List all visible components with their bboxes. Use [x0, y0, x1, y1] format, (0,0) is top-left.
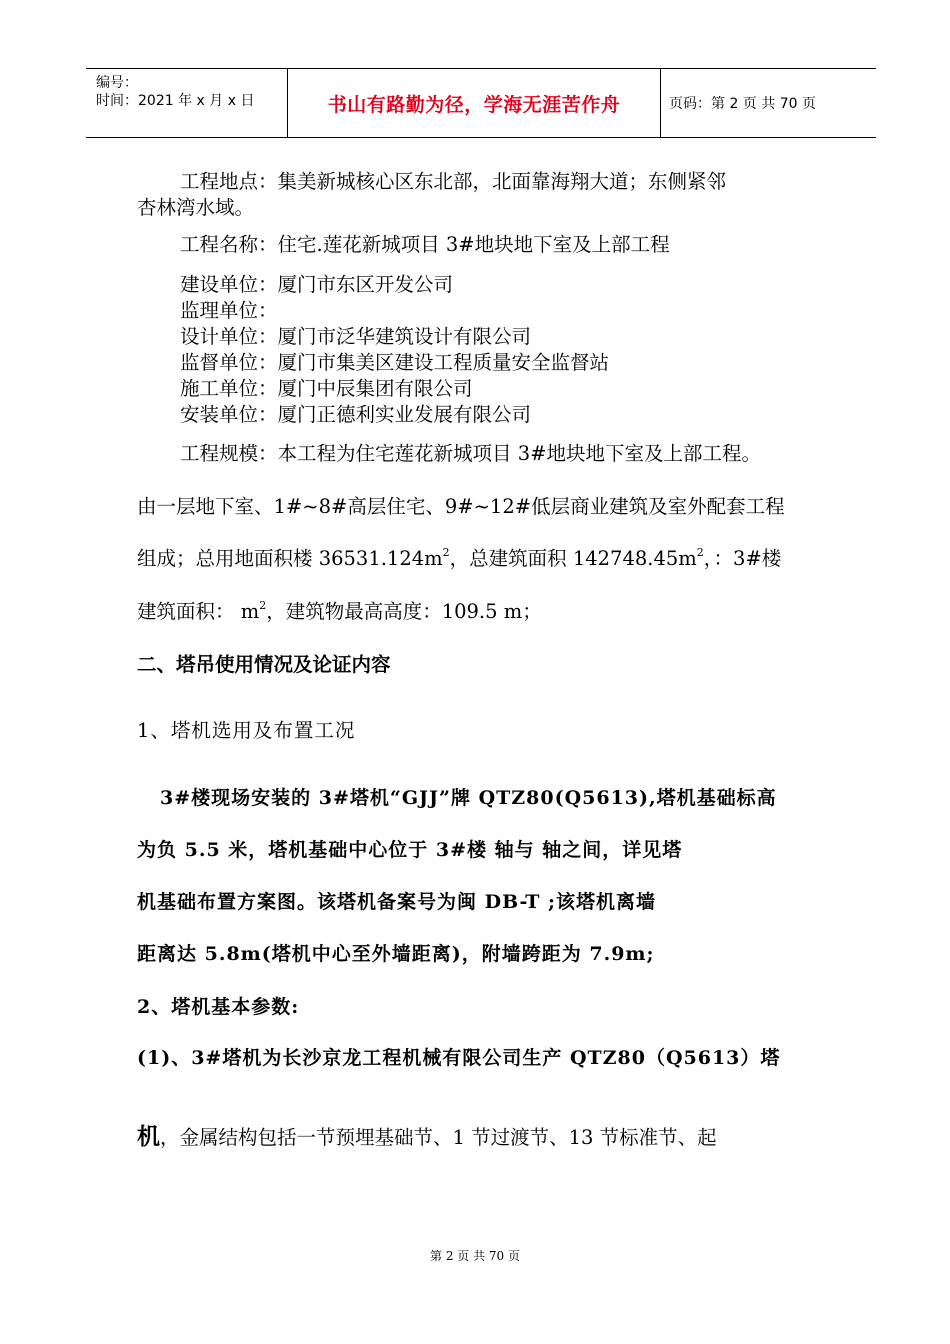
header-meta-cell — [86, 69, 286, 137]
body-paragraph-line: 机，金属结构包括一节预埋基础节、1 节过渡节、13 节标准节、起 — [137, 1123, 717, 1150]
subsection-title: 1、塔机选用及布置工况 — [137, 719, 356, 742]
body-line: 工程名称：住宅.莲花新城项目 3#地块地下室及上部工程 — [180, 233, 670, 256]
body-paragraph-line: 机基础布置方案图。该塔机备案号为闽 DB-T ;该塔机离墙 — [137, 891, 657, 913]
subsection-title: 2、塔机基本参数: — [137, 996, 300, 1018]
body-line: 安装单位：厦门正德利实业发展有限公司 — [180, 403, 532, 426]
body-line: 监理单位： — [180, 299, 278, 322]
body-line: 杏林湾水域。 — [137, 196, 255, 219]
body-paragraph-line: 3#楼现场安装的 3#塔机“GJJ”牌 QTZ80(Q5613),塔机基础标高 — [160, 787, 777, 809]
header-motto: 书山有路勤为径，学海无涯苦作舟 — [327, 93, 621, 116]
body-line: 组成；总用地面积楼 $36531.124m^2$，总建筑面积 $142748.45m^2$，：3#楼 — [137, 545, 782, 570]
body-line: 由一层地下室、1#~8#高层住宅、9#~12#低层商业建筑及室外配套工程 — [137, 495, 785, 518]
body-line: 工程规模：本工程为住宅莲花新城项目 3#地块地下室及上部工程。 — [180, 442, 761, 465]
header-page-info: 页码：第 2 页 共 70 页 — [669, 96, 816, 112]
page-header — [86, 68, 876, 138]
body-paragraph-line: (1)、3#塔机为长沙京龙工程机械有限公司生产 QTZ80（Q5613）塔 — [137, 1047, 781, 1069]
page-footer: 第 2 页 共 70 页 — [430, 1249, 520, 1263]
body-paragraph-line: 为负 5.5 米，塔机基础中心位于 3#楼 轴与 轴之间，详见塔 — [137, 839, 683, 861]
body-line: 设计单位：厦门市泛华建筑设计有限公司 — [180, 325, 532, 348]
body-line: 建设单位：厦门市东区开发公司 — [180, 273, 454, 296]
number-label: 编号： — [96, 75, 138, 91]
time-label: 时间：2021 年 x 月 x 日 — [96, 93, 255, 109]
body-line: 监督单位：厦门市集美区建设工程质量安全监督站 — [180, 351, 610, 374]
body-paragraph-line: 距离达 5.8m(塔机中心至外墙距离)，附墙跨距为 7.9m; — [137, 943, 655, 965]
body-line: 工程地点：集美新城核心区东北部，北面靠海翔大道；东侧紧邻 — [180, 170, 727, 193]
body-line: 建筑面积： $m^2$，建筑物最高高度：109.5 m； — [137, 598, 542, 623]
section-title: 二、塔吊使用情况及论证内容 — [137, 653, 391, 676]
body-line: 施工单位：厦门中辰集团有限公司 — [180, 377, 473, 400]
